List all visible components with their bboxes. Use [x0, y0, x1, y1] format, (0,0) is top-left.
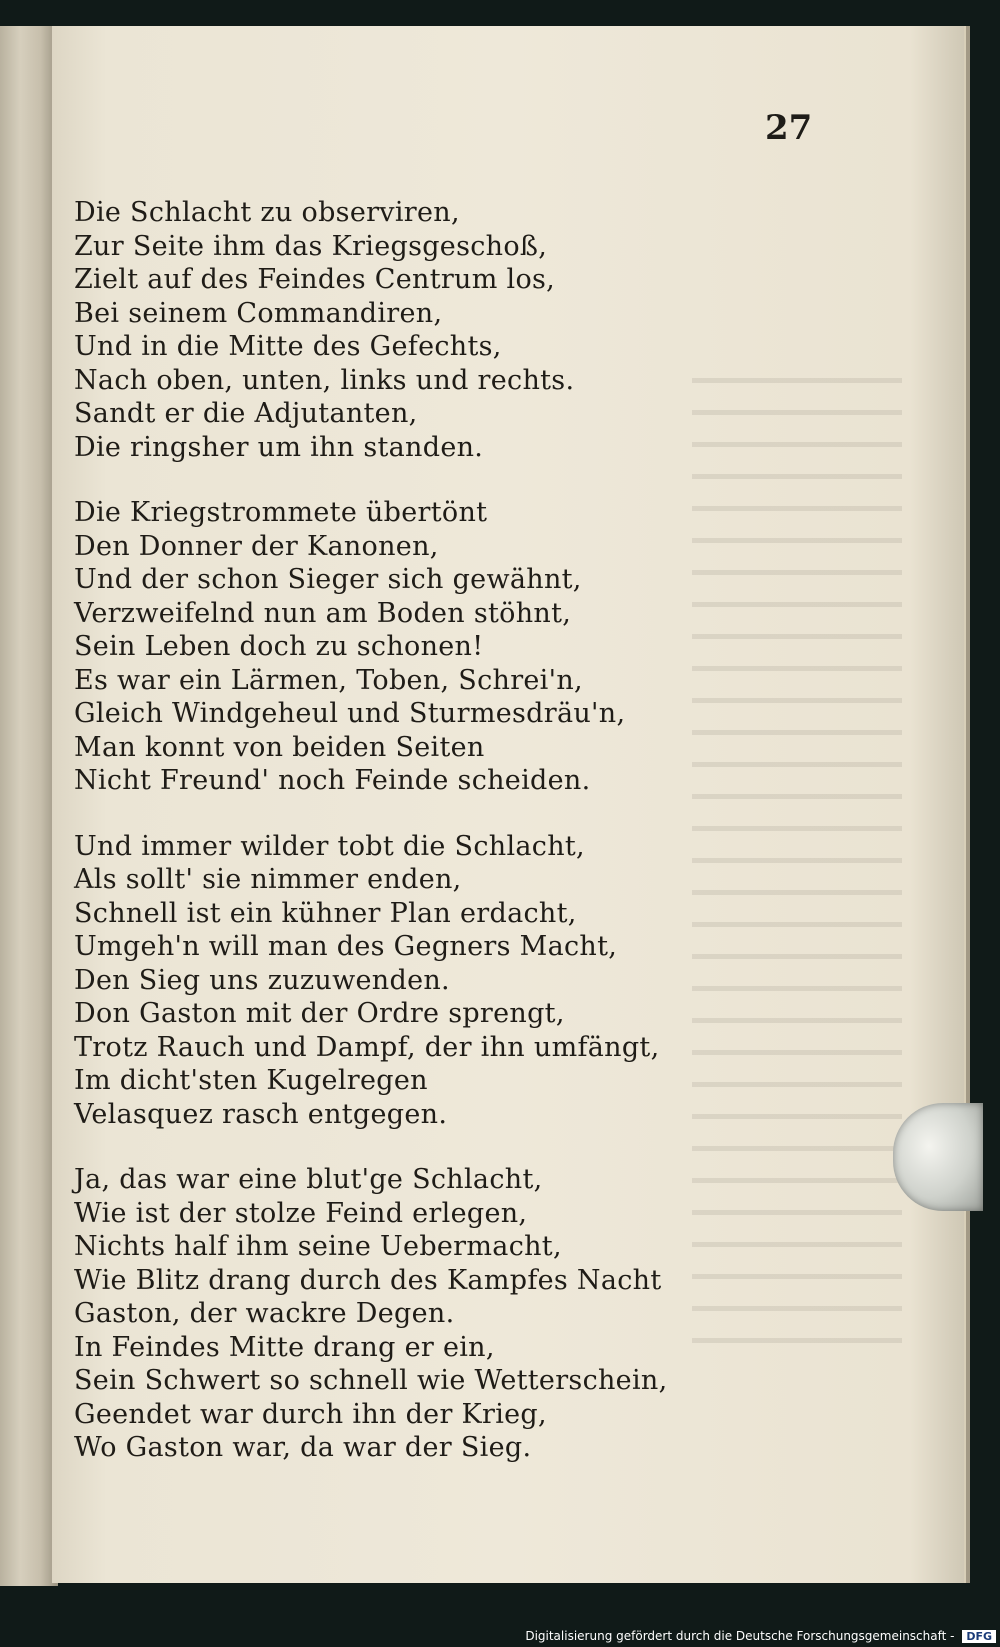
poem-line: Im dicht'sten Kugelregen [74, 1065, 428, 1096]
poem-line: Sein Leben doch zu schonen! [74, 631, 484, 662]
poem-line: Den Donner der Kanonen, [74, 530, 439, 562]
poem-line: Die Schlacht zu observiren, [74, 197, 460, 228]
poem-line: Wo Gaston war, da war der Sieg. [74, 1432, 532, 1463]
poem-line: Man konnt von beiden Seiten [74, 731, 485, 763]
footer-credit: Digitalisierung gefördert durch die Deutsche Forschungsgemeinschaft - [525, 1629, 955, 1643]
poem-line: Und immer wilder tobt die Schlacht, [74, 830, 585, 862]
poem-line: Und in die Mitte des Gefechts, [74, 331, 502, 362]
poem-line: Zur Seite ihm das Kriegsgeschoß, [74, 230, 548, 262]
poem-line: Trotz Rauch und Dampf, der ihn umfängt, [74, 1031, 660, 1063]
poem-line: Wie ist der stolze Feind erlegen, [74, 1197, 528, 1229]
previous-page-edge [0, 26, 58, 1586]
page-number: 27 [765, 108, 813, 148]
poem-line: Verzweifelnd nun am Boden stöhnt, [74, 597, 572, 629]
poem-line: Gaston, der wackre Degen. [74, 1298, 455, 1329]
poem-line: Den Sieg uns zuzuwenden. [74, 964, 450, 996]
page-clip [893, 1103, 983, 1211]
poem-line: Gleich Windgeheul und Sturmesdräu'n, [74, 698, 626, 729]
poem-line: Sandt er die Adjutanten, [74, 398, 418, 429]
poem-line: Velasquez rasch entgegen. [74, 1098, 448, 1130]
poem-line: Die ringsher um ihn standen. [74, 431, 484, 463]
poem-line: Die Kriegstrommete übertönt [74, 497, 488, 528]
poem-line: Nach oben, unten, links und rechts. [74, 364, 575, 396]
poem-line: Nicht Freund' noch Feinde scheiden. [74, 765, 591, 796]
dfg-logo: DFG [962, 1630, 996, 1643]
poem-line: Es war ein Lärmen, Toben, Schrei'n, [74, 664, 583, 696]
poem-line: Bei seinem Commandiren, [74, 297, 443, 329]
poem-line: Don Gaston mit der Ordre sprengt, [74, 998, 565, 1029]
stanza-4 [74, 1163, 774, 1465]
poem-line: Nichts half ihm seine Uebermacht, [74, 1231, 562, 1262]
poem-line: Umgeh'n will man des Gegners Macht, [74, 931, 618, 962]
poem-line: Wie Blitz drang durch des Kampfes Nacht [74, 1264, 662, 1296]
poem-line: Und der schon Sieger sich gewähnt, [74, 564, 582, 595]
poem-line: Zielt auf des Feindes Centrum los, [74, 264, 556, 295]
poem-text [74, 196, 774, 1497]
poem-line: Ja, das war eine blut'ge Schlacht, [74, 1164, 543, 1195]
poem-line: Schnell ist ein kühner Plan erdacht, [74, 897, 577, 929]
stanza-1 [74, 196, 774, 464]
poem-line: Als sollt' sie nimmer enden, [74, 864, 462, 895]
poem-line: In Feindes Mitte drang er ein, [74, 1331, 495, 1363]
digitization-footer [525, 1629, 996, 1643]
poem-line: Geendet war durch ihn der Krieg, [74, 1398, 547, 1430]
poem-line: Sein Schwert so schnell wie Wetterschein, [74, 1365, 668, 1396]
stanza-2 [74, 496, 774, 798]
stanza-3 [74, 830, 774, 1132]
